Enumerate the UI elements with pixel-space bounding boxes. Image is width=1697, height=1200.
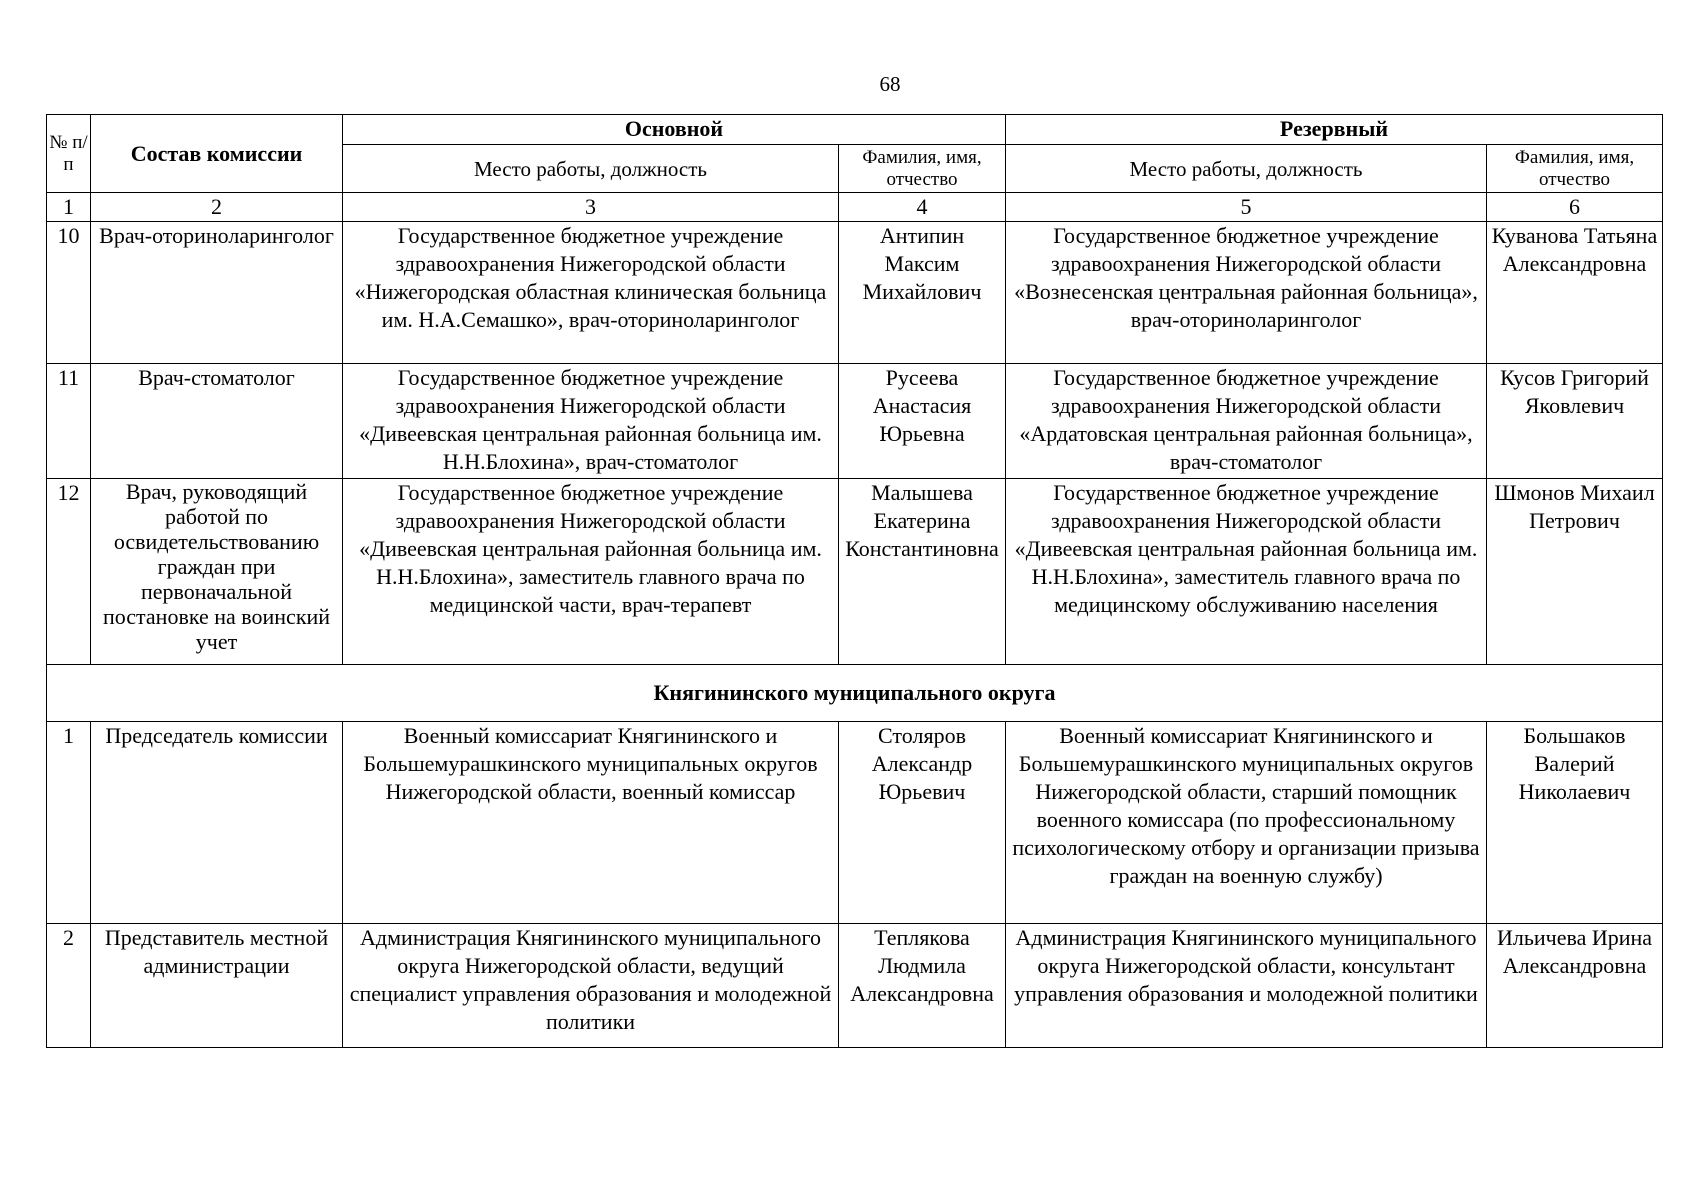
row-role: Врач, руководящий работой по освидетельствованию граждан при первоначальной постановке на воинский учет [91, 479, 343, 665]
row-main-name: Малышева Екатерина Константиновна [839, 479, 1006, 665]
header-reserve: Резервный [1006, 115, 1663, 145]
row-number: 11 [47, 364, 91, 479]
row-role: Представитель местной администрации [91, 924, 343, 1048]
header-reserve-fio: Фамилия, имя, отчество [1487, 145, 1663, 193]
header-composition: Состав комиссии [91, 115, 343, 193]
row-reserve-name: Куванова Татьяна Александровна [1487, 222, 1663, 364]
row-role: Врач-стоматолог [91, 364, 343, 479]
row-reserve-workplace: Государственное бюджетное учреждение здравоохранения Нижегородской области «Ардатовская центральная районная больница», врач-стоматолог [1006, 364, 1487, 479]
row-number: 12 [47, 479, 91, 665]
row-main-workplace: Администрация Княгининского муниципального округа Нижегородской области, ведущий специалист управления образования и молодежной политики [343, 924, 839, 1048]
header-main-fio: Фамилия, имя, отчество [839, 145, 1006, 193]
row-number: 2 [47, 924, 91, 1048]
page-number: 68 [879, 72, 901, 96]
row-reserve-workplace: Государственное бюджетное учреждение здравоохранения Нижегородской области «Дивеевская центральная районная больница им. Н.Н.Блохина», заместитель главного врача по медицинскому обслуживанию населения [1006, 479, 1487, 665]
column-number: 2 [91, 193, 343, 222]
row-main-workplace: Государственное бюджетное учреждение здравоохранения Нижегородской области «Дивеевская центральная районная больница им. Н.Н.Блохина», врач-стоматолог [343, 364, 839, 479]
header-reserve-workplace: Место работы, должность [1006, 145, 1487, 193]
row-number: 10 [47, 222, 91, 364]
header-num: № п/п [47, 115, 91, 193]
column-numbers-row [47, 193, 1663, 222]
row-role: Председатель комиссии [91, 722, 343, 924]
section-row [47, 665, 1663, 722]
row-main-workplace: Военный комиссариат Княгининского и Большемурашкинского муниципальных округов Нижегородской области, военный комиссар [343, 722, 839, 924]
table-row [47, 479, 1663, 665]
table-row [47, 364, 1663, 479]
row-reserve-workplace: Государственное бюджетное учреждение здравоохранения Нижегородской области «Вознесенская центральная районная больница», врач-оториноларинголог [1006, 222, 1487, 364]
row-reserve-name: Ильичева Ирина Александровна [1487, 924, 1663, 1048]
column-number: 4 [839, 193, 1006, 222]
row-main-name: Столяров Александр Юрьевич [839, 722, 1006, 924]
column-number: 3 [343, 193, 839, 222]
row-number: 1 [47, 722, 91, 924]
column-number: 6 [1487, 193, 1663, 222]
row-main-workplace: Государственное бюджетное учреждение здравоохранения Нижегородской области «Дивеевская центральная районная больница им. Н.Н.Блохина», заместитель главного врача по медицинской части, врач-терапевт [343, 479, 839, 665]
commission-table [46, 114, 1663, 1048]
row-reserve-name: Большаков Валерий Николаевич [1487, 722, 1663, 924]
row-main-name: Русеева Анастасия Юрьевна [839, 364, 1006, 479]
row-reserve-name: Кусов Григорий Яковлевич [1487, 364, 1663, 479]
row-reserve-workplace: Военный комиссариат Княгининского и Большемурашкинского муниципальных округов Нижегородской области, старший помощник военного комиссара (по профессиональному психологическому отбору и организации призыва граждан на военную службу) [1006, 722, 1487, 924]
header-row-1 [47, 115, 1663, 145]
table-row [47, 722, 1663, 924]
table-row [47, 222, 1663, 364]
header-main: Основной [343, 115, 1006, 145]
column-number: 5 [1006, 193, 1487, 222]
row-main-workplace: Государственное бюджетное учреждение здравоохранения Нижегородской области «Нижегородская областная клиническая больница им. Н.А.Семашко», врач-оториноларинголог [343, 222, 839, 364]
section-title: Княгининского муниципального округа [47, 665, 1663, 722]
table-row [47, 924, 1663, 1048]
header-main-workplace: Место работы, должность [343, 145, 839, 193]
row-main-name: Теплякова Людмила Александровна [839, 924, 1006, 1048]
row-reserve-workplace: Администрация Княгининского муниципального округа Нижегородской области, консультант управления образования и молодежной политики [1006, 924, 1487, 1048]
column-number: 1 [47, 193, 91, 222]
row-main-name: Антипин Максим Михайлович [839, 222, 1006, 364]
row-reserve-name: Шмонов Михаил Петрович [1487, 479, 1663, 665]
row-role: Врач-оториноларинголог [91, 222, 343, 364]
